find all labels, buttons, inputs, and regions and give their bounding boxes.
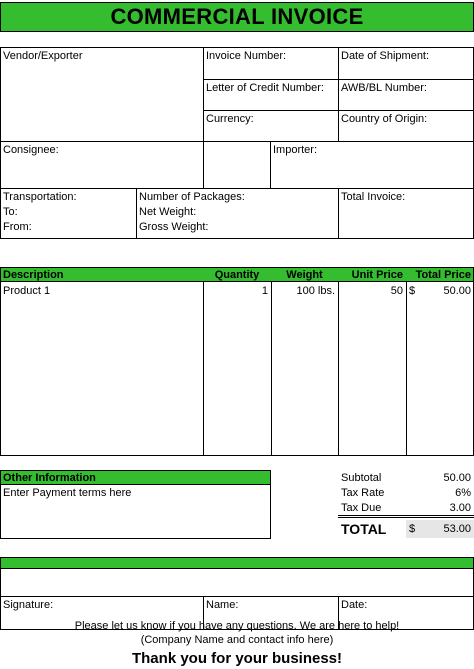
items-table-body [0,281,474,456]
row-total-price: 50.00 [443,285,471,297]
footer-thanks: Thank you for your business! [131,650,343,667]
invoice-number-label: Invoice Number: [206,50,287,62]
date-of-shipment-label: Date of Shipment: [341,50,430,62]
row-unit-price: 50 [390,285,403,297]
column-header-description: Description [3,269,64,281]
country-of-origin-label: Country of Origin: [341,113,428,125]
subtotal-label: Subtotal [341,472,382,484]
importer-label: Importer: [273,144,318,156]
row-description: Product 1 [3,285,51,297]
date-label: Date: [341,599,368,611]
transportation-label: Transportation: [3,191,77,203]
invoice-title: COMMERCIAL INVOICE [110,4,364,29]
tax-due-label: Tax Due [341,502,382,514]
tax-rate-value: 6% [455,487,471,499]
name-label: Name: [206,599,239,611]
total-label: TOTAL [341,521,387,537]
other-information-label: Other Information [3,472,96,484]
to-label: To: [3,206,18,218]
consignee-label: Consignee: [3,144,59,156]
payment-terms-text: Enter Payment terms here [3,487,132,499]
currency-label: Currency: [206,113,254,125]
vendor-exporter-label: Vendor/Exporter [3,50,83,62]
net-weight-label: Net Weight: [139,206,197,218]
row-quantity: 1 [261,285,268,297]
header-grid [0,47,474,239]
column-header-quantity: Quantity [214,269,260,281]
subtotal-value: 50.00 [443,472,471,484]
column-header-total-price: Total Price [415,269,471,281]
awb-bl-label: AWB/BL Number: [341,82,427,94]
column-header-weight: Weight [286,269,323,281]
column-header-unit-price: Unit Price [351,269,403,281]
gross-weight-label: Gross Weight: [139,221,209,233]
letter-of-credit-label: Letter of Credit Number: [206,82,324,94]
from-label: From: [3,221,32,233]
total-value: 53.00 [443,523,471,535]
tax-rate-label: Tax Rate [341,487,385,499]
footer-company-info: (Company Name and contact info here) [140,634,334,646]
total-invoice-label: Total Invoice: [341,191,406,203]
tax-due-value: 3.00 [449,502,471,514]
row-currency-symbol: $ [409,285,416,297]
signature-label: Signature: [3,599,54,611]
number-of-packages-label: Number of Packages: [139,191,245,203]
row-weight: 100 lbs. [296,285,335,297]
total-currency-symbol: $ [409,523,416,535]
invoice-title-bar [0,2,474,32]
footer-help-text: Please let us know if you have any questions. We are here to help! [74,620,400,632]
